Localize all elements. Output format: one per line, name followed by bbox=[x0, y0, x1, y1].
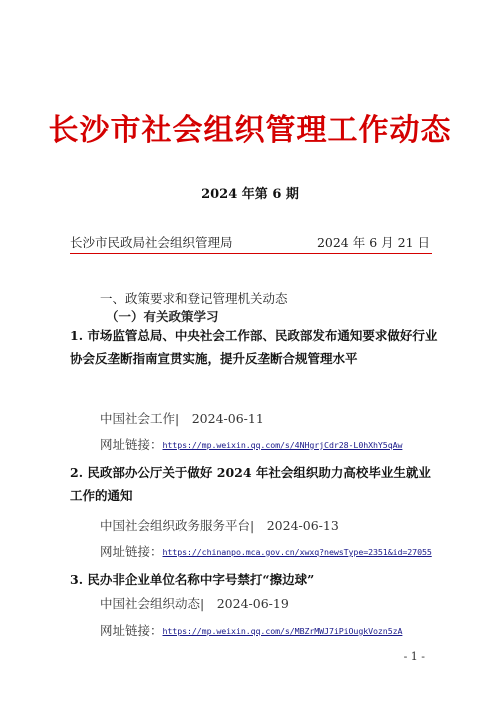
article-source: 中国社会组织政务服务平台| 2024-06-13 bbox=[100, 518, 339, 533]
subsection-heading: （一）有关政策学习 bbox=[106, 309, 219, 324]
link-label: 网址链接： bbox=[100, 623, 163, 638]
masthead-title: 长沙市社会组织管理工作动态 bbox=[48, 113, 452, 148]
issuer-name: 长沙市民政局社会组织管理局 bbox=[70, 235, 233, 250]
article-url-link[interactable]: https://mp.weixin.qq.com/s/MBZrMWJ7iPiOugkVozn5zA bbox=[162, 626, 403, 636]
article-title: 1. 市场监管总局、中央社会工作部、民政部发布通知要求做好行业协会反垄断指南宣贯实施，提升反垄断合规管理水平 bbox=[70, 328, 438, 366]
article-url-link[interactable]: https://mp.weixin.qq.com/s/4NHgrjCdr28-L0hXhY5qAw bbox=[162, 440, 403, 450]
issue-date: 2024 年 6 月 21 日 bbox=[316, 235, 430, 250]
link-label: 网址链接： bbox=[100, 437, 163, 452]
link-label: 网址链接： bbox=[100, 544, 163, 559]
article-title: 3. 民办非企业单位名称中字号禁打“擦边球” bbox=[70, 572, 315, 587]
article-source: 中国社会工作| 2024-06-11 bbox=[100, 411, 264, 426]
article-title: 2. 民政部办公厅关于做好 2024 年社会组织助力高校毕业生就业工作的通知 bbox=[70, 465, 431, 503]
article-link-row bbox=[100, 435, 402, 453]
article-link-row bbox=[100, 621, 402, 639]
article-url-link[interactable]: https://chinanpo.mca.gov.cn/xwxq?newsType=2351&id=27055 bbox=[162, 547, 432, 557]
article-link-row bbox=[100, 542, 432, 560]
section-heading: 一、政策要求和登记管理机关动态 bbox=[100, 291, 288, 306]
issue-number: 2024 年第 6 期 bbox=[201, 187, 299, 202]
red-divider bbox=[70, 253, 432, 254]
article-source: 中国社会组织动态| 2024-06-19 bbox=[100, 596, 289, 611]
page-number: - 1 - bbox=[403, 650, 425, 663]
